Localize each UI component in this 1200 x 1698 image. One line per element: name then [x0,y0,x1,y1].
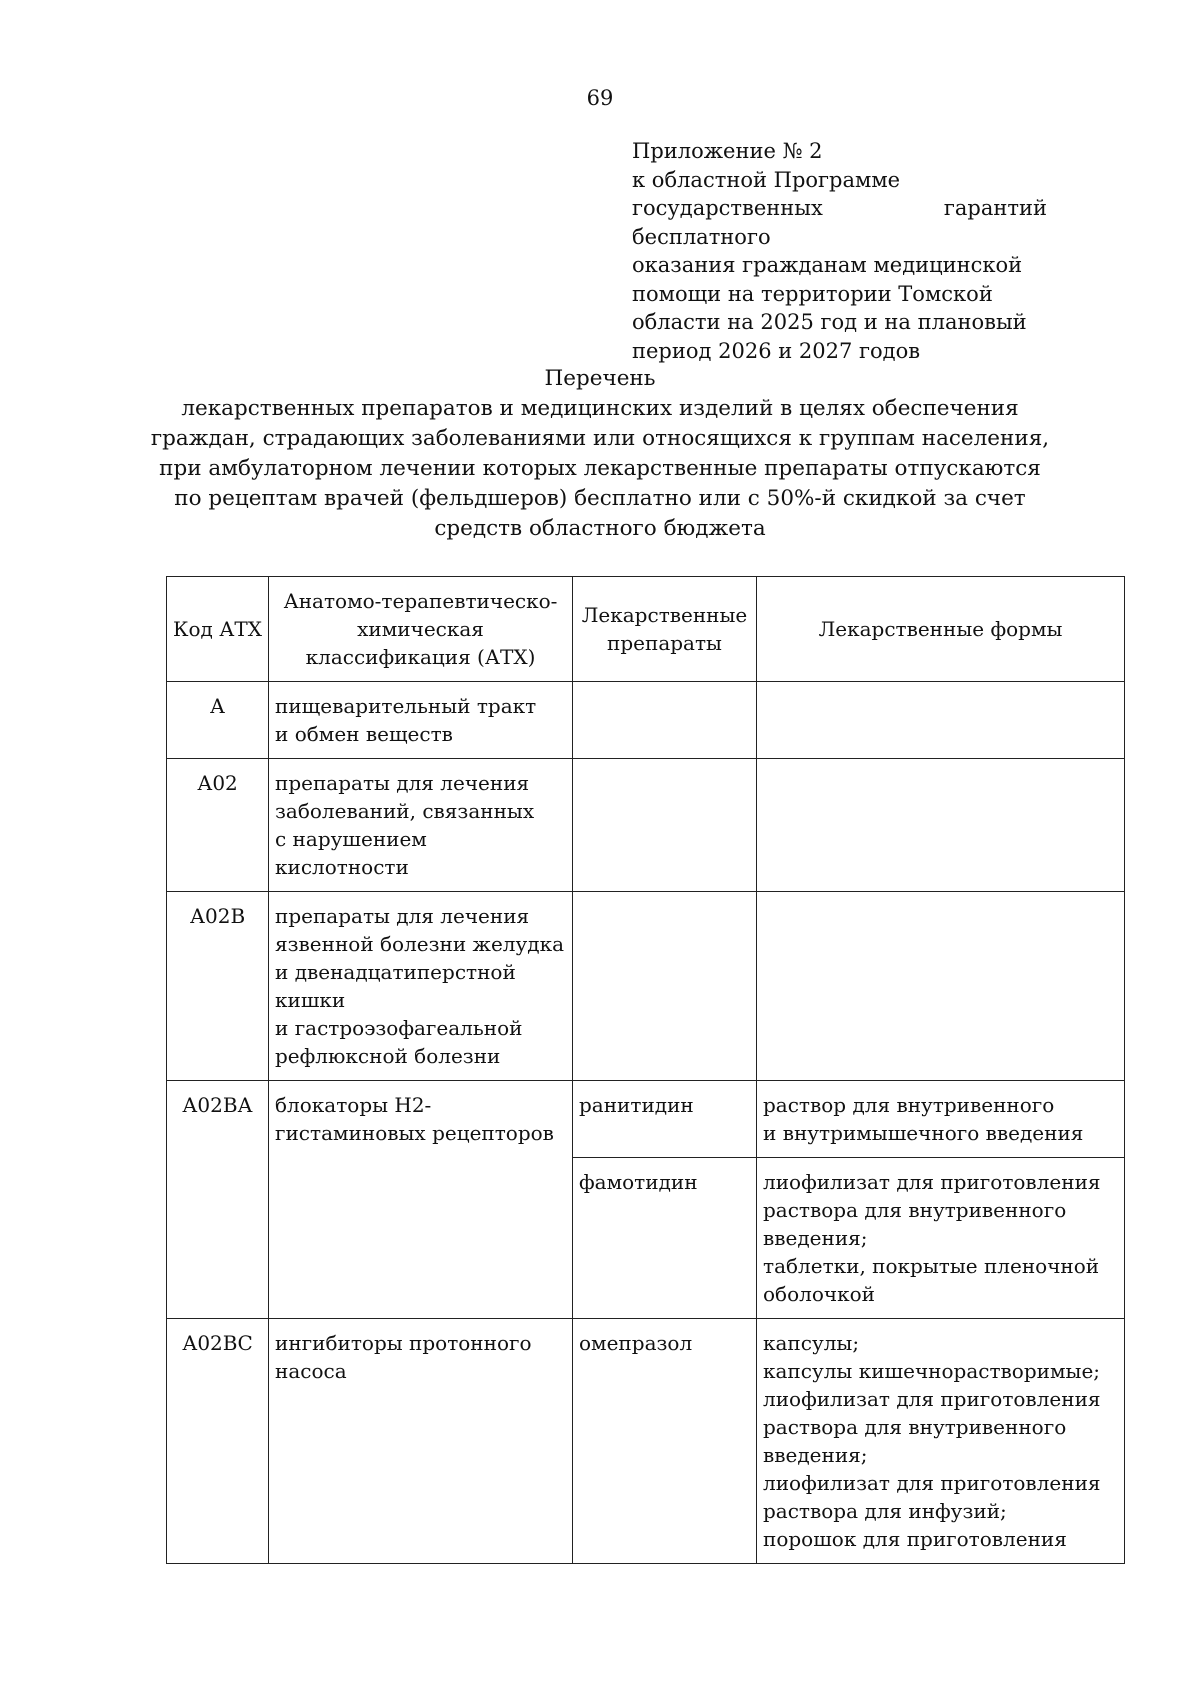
drug-cell: фамотидин [573,1158,757,1319]
forms-cell [757,759,1125,892]
header-classification: Анатомо-терапевтическо-химическая классификация (АТХ) [269,577,573,682]
forms-cell [757,892,1125,1081]
page-number: 69 [586,86,614,110]
appendix-line: период 2026 и 2027 годов [632,338,921,363]
forms-cell: капсулы; капсулы кишечнорастворимые; лиофилизат для приготовления раствора для внутривенного введения; лиофилизат для приготовления раствора для инфузий; порошок для приготовления [757,1319,1125,1564]
atx-code: А02 [167,759,269,892]
drug-cell [573,759,757,892]
table-header-row [167,577,1125,682]
drug-cell: омепразол [573,1319,757,1564]
title-heading: Перечень [544,366,656,391]
atx-classification: блокаторы Н2- гистаминовых рецепторов [269,1081,573,1319]
atx-classification: препараты для лечения заболеваний, связанных с нарушением кислотности [269,759,573,892]
appendix-block [632,137,1047,365]
appendix-line: оказания гражданам медицинской [632,253,1023,277]
atx-code: А [167,682,269,759]
drug-cell: ранитидин [573,1081,757,1158]
forms-cell [757,682,1125,759]
atx-code: А02ВС [167,1319,269,1564]
title-line: граждан, страдающих заболеваниями или относящихся к группам населения, [150,426,1050,451]
atx-classification: препараты для лечения язвенной болезни желудка и двенадцатиперстной кишки и гастроэзофагеальной рефлюксной болезни [269,892,573,1081]
appendix-line: к областной Программе [632,167,901,192]
header-drugs: Лекарственные препараты [573,577,757,682]
table-row [167,892,1125,1081]
table-row [167,682,1125,759]
forms-cell: лиофилизат для приготовления раствора для внутривенного введения; таблетки, покрытые пленочной оболочкой [757,1158,1125,1319]
atx-code: А02ВА [167,1081,269,1319]
table-row [167,1081,1125,1158]
drug-cell [573,682,757,759]
forms-cell: раствор для внутривенного и внутримышечного введения [757,1081,1125,1158]
appendix-line: области на 2025 год и на плановый [632,310,1027,334]
appendix-line: государственных гарантий бесплатного [632,196,1047,249]
document-title [150,364,1050,544]
title-line: по рецептам врачей (фельдшеров) бесплатно или с 50%-й скидкой за счет [174,486,1026,511]
drug-cell [573,892,757,1081]
table-row [167,1319,1125,1564]
atx-classification: пищеварительный тракт и обмен веществ [269,682,573,759]
header-code: Код АТХ [167,577,269,682]
title-line: при амбулаторном лечении которых лекарственные препараты отпускаются [159,456,1041,481]
atx-table [166,576,1125,1564]
title-line: средств областного бюджета [434,516,766,541]
header-forms: Лекарственные формы [757,577,1125,682]
title-line: лекарственных препаратов и медицинских изделий в целях обеспечения [181,396,1019,421]
table-row [167,759,1125,892]
appendix-title: Приложение № 2 [632,139,823,163]
appendix-line: помощи на территории Томской [632,281,993,306]
atx-code: А02В [167,892,269,1081]
atx-classification: ингибиторы протонного насоса [269,1319,573,1564]
